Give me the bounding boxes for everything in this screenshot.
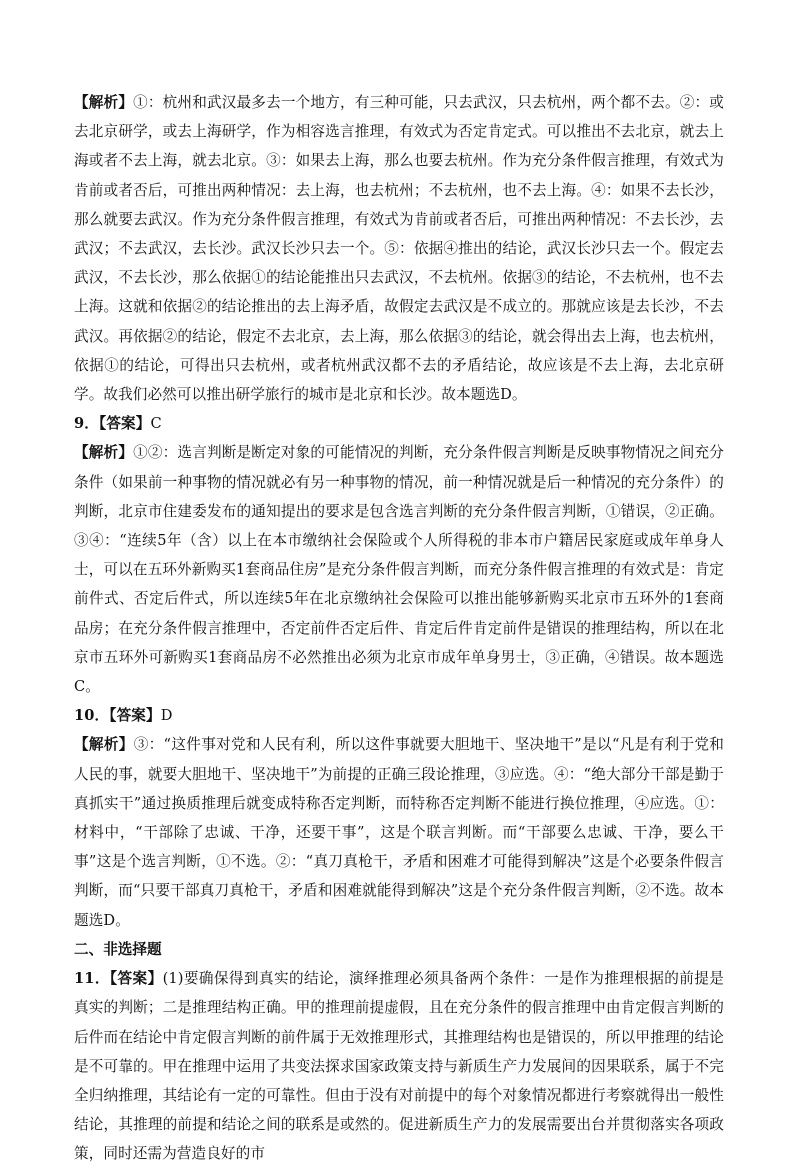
answer-paragraph-q10 — [74, 701, 724, 730]
analysis-text: ①：杭州和武汉最多去一个地方，有三种可能，只去武汉，只去杭州，两个都不去。②：或去北京研学，或去上海研学，作为相容选言推理，有效式为否定肯定式。可以推出不去北京，就去上海或者不去上海，就去北京。③：如果去上海，那么也要去杭州。作为充分条件假言推理，有效式为肯前或者否后，可推出两种情况：去上海，也去杭州；不去杭州，也不去上海。④：如果不去长沙，那么就要去武汉。作为充分条件假言推理，有效式为肯前或者否后，可推出两种情况：不去长沙，去武汉；不去武汉，去长沙。武汉长沙只去一个。⑤：依据④推出的结论，武汉长沙只去一个。假定去武汉，不去长沙，那么依据①的结论能推出只去武汉，不去杭州。依据③的结论，不去杭州，也不去上海。这就和依据②的结论推出的去上海矛盾，故假定去武汉是不成立的。那就应该是去长沙，不去武汉。再依据②的结论，假定不去北京，去上海，那么依据③的结论，就会得出去上海，也去杭州，依据①的结论，可得出只去杭州，或者杭州武汉都不去的矛盾结论，故应该是不去上海，去北京研学。故我们必然可以推出研学旅行的城市是北京和长沙。故本题选D。 — [74, 94, 724, 404]
answer-label: 9．【答案】 — [74, 415, 151, 433]
answer-label: 11．【答案】 — [74, 970, 163, 988]
analysis-paragraph-q8 — [74, 88, 724, 409]
analysis-label: 【解析】 — [74, 94, 134, 111]
analysis-paragraph-q10 — [74, 730, 724, 934]
answer-text: D — [160, 707, 173, 725]
answer-label: 10．【答案】 — [74, 707, 161, 725]
answer-text: C — [150, 415, 162, 433]
analysis-label: 【解析】 — [74, 444, 134, 462]
analysis-text: ①②：选言判断是断定对象的可能情况的判断，充分条件假言判断是反映事物情况之间充分条件（如果前一种事物的情况就必有另一种事物的情况，前一种情况就是后一种情况的充分条件）的判断，北京市住建委发布的通知提出的要求是包含选言判断的充分条件假言判断，①错误，②正确。③④：“连续5年（含）以上在本市缴纳社会保险或个人所得税的非本市户籍居民家庭或成年单身人士，可以在五环外新购买1套商品住房”是充分条件假言判断，而充分条件假言推理的有效式是：肯定前件式、否定后件式，所以连续5年在北京缴纳社会保险可以推出能够新购买北京市五环外的1套商品房；在充分条件假言推理中，否定前件否定后件、肯定后件肯定前件是错误的推理结构，所以在北京市五环外可新购买1套商品房不必然推出必须为北京市成年单身男士，③正确，④错误。故本题选C。 — [74, 444, 724, 696]
analysis-text: ③：“这件事对党和人民有利，所以这件事就要大胆地干、坚决地干”是以“凡是有利于党和人民的事，就要大胆地干、坚决地干”为前提的正确三段论推理，③应选。④：“绝大部分干部是勤于真抓实干”通过换质推理后就变成特称否定判断，而特称否定判断不能进行换位推理，④应选。①：材料中，“干部除了忠诚、干净，还要干事”，这是个联言判断。而“干部要么忠诚、干净，要么干事”这是个选言判断，①不选。②：“真刀真枪干，矛盾和困难才可能得到解决”这是个必要条件假言判断，而“只要干部真刀真枪干，矛盾和困难就能得到解决”这是个充分条件假言判断，②不选。故本题选D。 — [74, 736, 724, 929]
document-body — [74, 88, 724, 1169]
analysis-label: 【解析】 — [74, 736, 134, 754]
section-heading: 二、非选择题 — [74, 940, 162, 958]
analysis-paragraph-q9 — [74, 438, 724, 701]
answer-paragraph-q11 — [74, 964, 724, 1168]
answer-paragraph-q9 — [74, 409, 724, 438]
answer-text: (1)要确保得到真实的结论，演绎推理必须具备两个条件：一是作为推理根据的前提是真实的判断；二是推理结构正确。甲的推理前提虚假，且在充分条件的假言推理中由肯定假言判断的后件而在结论中肯定假言判断的前件属于无效推理形式，其推理结构也是错误的，所以甲推理的结论是不可靠的。甲在推理中运用了共变法探求国家政策支持与新质生产力发展间的因果联系，属于不完全归纳推理，其结论有一定的可靠性。但由于没有对前提中的每个对象情况都进行考察就得出一般性结论，其推理的前提和结论之间的联系是或然的。促进新质生产力的发展需要出台并贯彻落实各项政策，同时还需为营造良好的市 — [74, 970, 724, 1163]
